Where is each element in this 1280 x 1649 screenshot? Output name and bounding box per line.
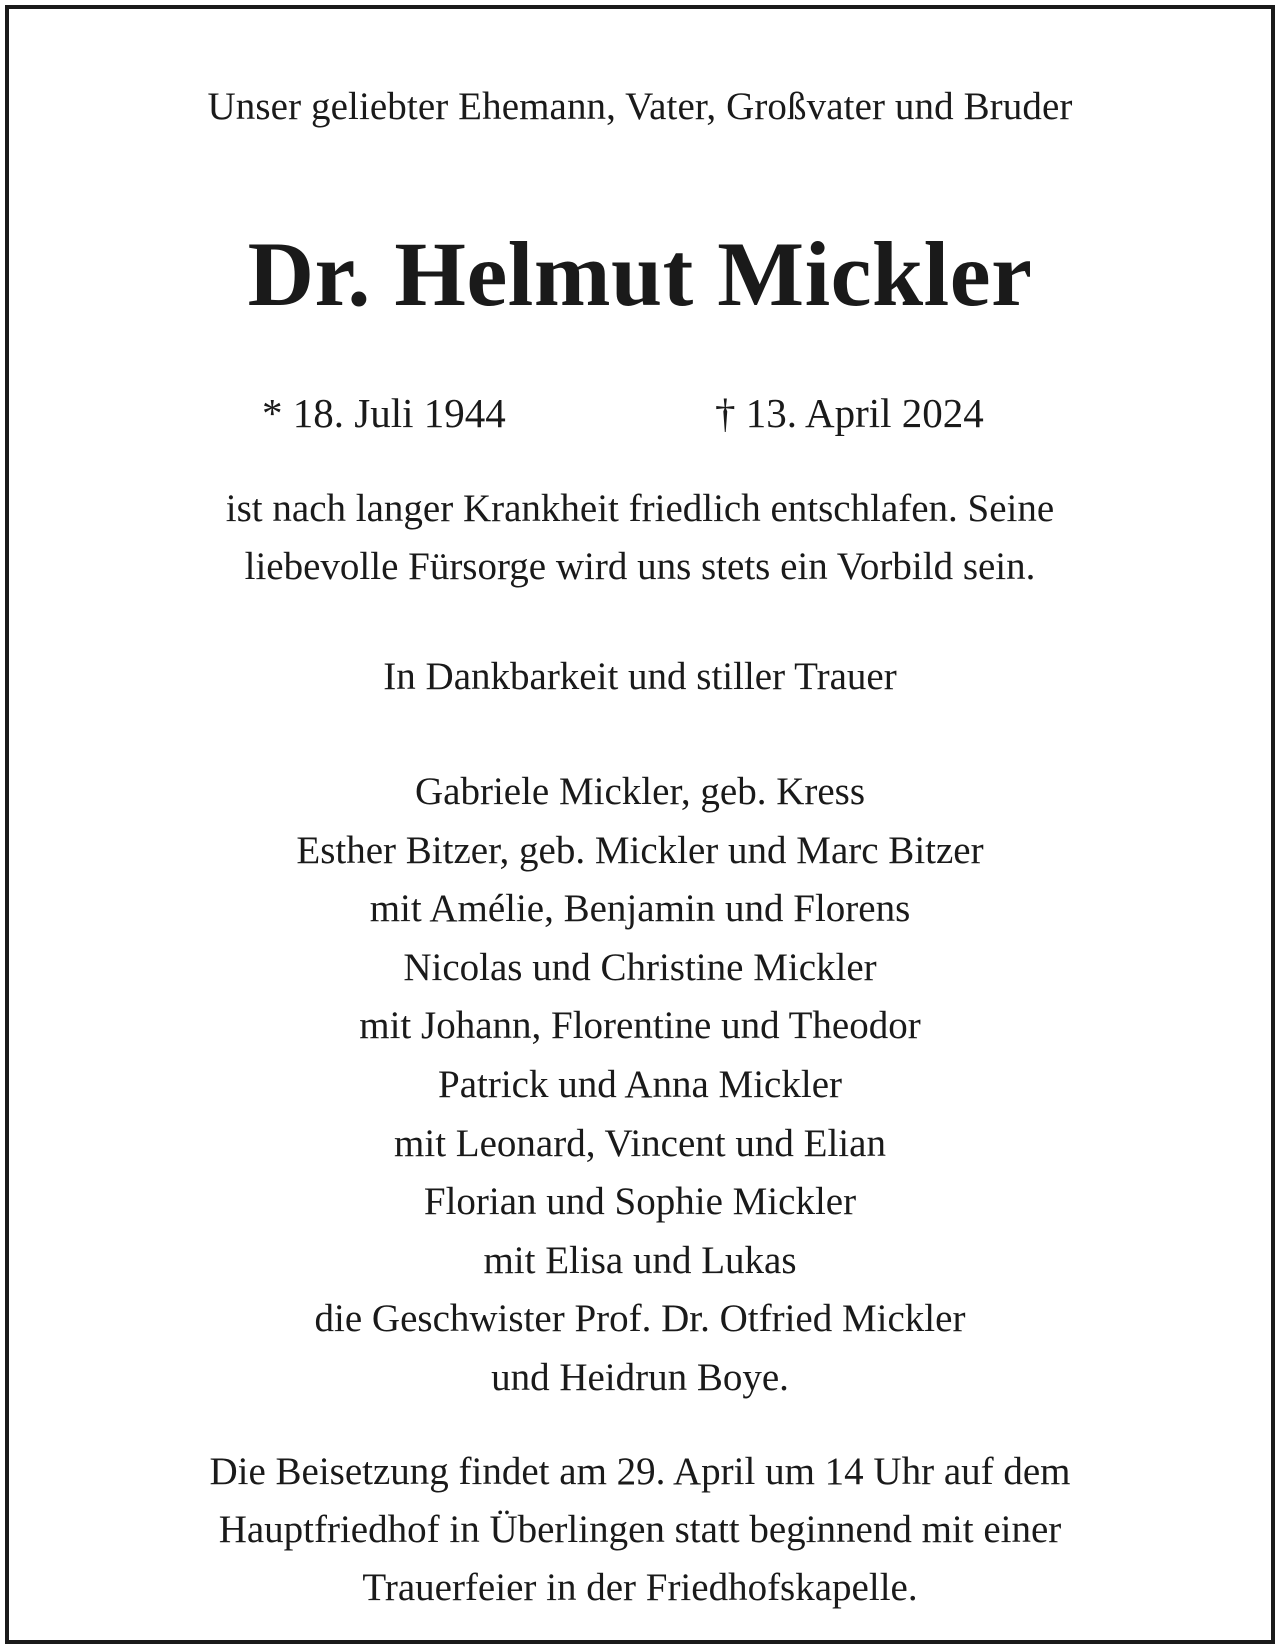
- funeral-info: [9, 1443, 1271, 1617]
- funeral-line: Trauerfeier in der Friedhofskapelle.: [362, 1566, 918, 1609]
- mourner-line: und Heidrun Boye.: [491, 1355, 789, 1399]
- death-date: † 13. April 2024: [715, 390, 984, 436]
- mourner-line: die Geschwister Prof. Dr. Otfried Mickler: [314, 1297, 966, 1341]
- mourners-list: [9, 763, 1271, 1408]
- statement-text: [9, 480, 1271, 596]
- mourner-line: Florian und Sophie Mickler: [423, 1180, 857, 1224]
- mourner-line: Patrick und Anna Mickler: [438, 1062, 842, 1106]
- statement-line: ist nach langer Krankheit friedlich entschlafen. Seine: [225, 487, 1055, 530]
- mourner-line: mit Elisa und Lukas: [483, 1238, 797, 1282]
- funeral-line: Hauptfriedhof in Überlingen statt beginnend mit einer: [218, 1508, 1062, 1551]
- mourner-line: mit Leonard, Vincent und Elian: [394, 1121, 886, 1165]
- mourner-line: Gabriele Mickler, geb. Kress: [414, 770, 866, 813]
- thanks-line: In Dankbarkeit und stiller Trauer: [383, 655, 897, 698]
- mourner-line: mit Amélie, Benjamin und Florens: [369, 887, 911, 931]
- intro-line: Unser geliebter Ehemann, Vater, Großvater und Bruder: [207, 85, 1073, 128]
- funeral-line: Die Beisetzung findet am 29. April um 14 Uhr auf dem: [209, 1450, 1071, 1493]
- statement-line: liebevolle Fürsorge wird uns stets ein Vorbild sein.: [244, 545, 1036, 588]
- mourner-line: Nicolas und Christine Mickler: [403, 945, 877, 989]
- birth-date: * 18. Juli 1944: [262, 390, 506, 436]
- deceased-name: Dr. Helmut Mickler: [247, 223, 1033, 325]
- obituary-frame: [5, 5, 1275, 1644]
- mourner-line: Esther Bitzer, geb. Mickler und Marc Bitzer: [296, 828, 984, 872]
- mourner-line: mit Johann, Florentine und Theodor: [359, 1004, 921, 1048]
